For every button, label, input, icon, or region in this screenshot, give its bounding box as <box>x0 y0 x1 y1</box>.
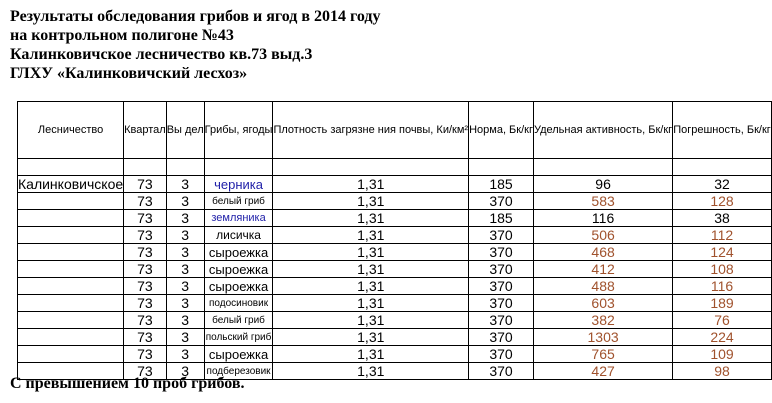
cell-norm: 370 <box>469 193 534 210</box>
cell-forestry <box>18 346 124 363</box>
table-row <box>18 227 772 244</box>
cell-vydel: 3 <box>166 312 204 329</box>
cell-item: подосиновик <box>204 295 273 312</box>
cell-item: подберезовик <box>204 363 273 380</box>
cell-item: сыроежка <box>204 261 273 278</box>
cell-forestry <box>18 295 124 312</box>
cell-kvartal: 73 <box>124 227 167 244</box>
cell-error: 124 <box>673 244 772 261</box>
cell-vydel: 3 <box>166 261 204 278</box>
cell-density: 1,31 <box>273 193 469 210</box>
cell-density: 1,31 <box>273 176 469 193</box>
cell-forestry <box>18 227 124 244</box>
title-line: на контрольном полигоне №43 <box>10 27 234 44</box>
header-activity: Удельная активность, Бк/кг <box>533 102 672 159</box>
cell-vydel: 3 <box>166 244 204 261</box>
table-header-row <box>18 102 772 159</box>
cell-density: 1,31 <box>273 295 469 312</box>
table-row <box>18 329 772 346</box>
table-row <box>18 210 772 227</box>
cell-vydel: 3 <box>166 278 204 295</box>
cell-kvartal: 73 <box>124 312 167 329</box>
cell-norm: 370 <box>469 227 534 244</box>
header-kvartal: Квартал <box>124 102 167 159</box>
cell-norm: 370 <box>469 346 534 363</box>
title-line: Калинковичское лесничество кв.73 выд.3 <box>10 46 313 63</box>
cell-item: лисичка <box>204 227 273 244</box>
cell-error: 76 <box>673 312 772 329</box>
table-spacer-row <box>18 159 772 176</box>
cell-activity: 603 <box>533 295 672 312</box>
document-title <box>10 7 510 83</box>
table-row <box>18 346 772 363</box>
cell-density: 1,31 <box>273 227 469 244</box>
cell-activity: 96 <box>533 176 672 193</box>
table-row <box>18 244 772 261</box>
cell-vydel: 3 <box>166 176 204 193</box>
cell-forestry: Калинковичское <box>18 175 124 192</box>
cell-kvartal: 73 <box>124 176 167 193</box>
cell-vydel: 3 <box>166 363 204 380</box>
cell-density: 1,31 <box>273 329 469 346</box>
table-row <box>18 193 772 210</box>
cell-kvartal: 73 <box>124 244 167 261</box>
cell-item: земляника <box>204 210 273 227</box>
cell-activity: 116 <box>533 210 672 227</box>
cell-density: 1,31 <box>273 363 469 380</box>
header-item: Грибы, ягоды <box>204 102 273 159</box>
cell-density: 1,31 <box>273 210 469 227</box>
cell-item: белый гриб <box>204 193 273 210</box>
cell-error: 98 <box>673 363 772 380</box>
cell-vydel: 3 <box>166 329 204 346</box>
cell-activity: 583 <box>533 193 672 210</box>
cell-forestry <box>18 261 124 278</box>
cell-activity: 412 <box>533 261 672 278</box>
results-table <box>17 101 772 380</box>
cell-density: 1,31 <box>273 261 469 278</box>
title-line: Результаты обследования грибов и ягод в 2014 году <box>10 8 381 25</box>
cell-norm: 185 <box>469 176 534 193</box>
cell-kvartal: 73 <box>124 329 167 346</box>
cell-activity: 506 <box>533 227 672 244</box>
cell-item: белый гриб <box>204 312 273 329</box>
cell-density: 1,31 <box>273 244 469 261</box>
cell-norm: 370 <box>469 363 534 380</box>
header-norm: Норма, Бк/кг <box>469 102 534 159</box>
table-row <box>18 261 772 278</box>
cell-norm: 370 <box>469 278 534 295</box>
cell-activity: 1303 <box>533 329 672 346</box>
cell-item: сыроежка <box>204 278 273 295</box>
cell-error: 116 <box>673 278 772 295</box>
cell-error: 108 <box>673 261 772 278</box>
cell-norm: 185 <box>469 210 534 227</box>
cell-kvartal: 73 <box>124 295 167 312</box>
cell-error: 32 <box>673 176 772 193</box>
cell-activity: 765 <box>533 346 672 363</box>
cell-kvartal: 73 <box>124 193 167 210</box>
title-line: ГЛХУ «Калинковичский лесхоз» <box>10 65 248 82</box>
header-error: Погрешность, Бк/кг <box>673 102 772 159</box>
table-row <box>18 312 772 329</box>
cell-item: сыроежка <box>204 244 273 261</box>
cell-error: 189 <box>673 295 772 312</box>
cell-error: 224 <box>673 329 772 346</box>
cell-vydel: 3 <box>166 295 204 312</box>
cell-norm: 370 <box>469 244 534 261</box>
cell-activity: 427 <box>533 363 672 380</box>
cell-vydel: 3 <box>166 346 204 363</box>
cell-kvartal: 73 <box>124 261 167 278</box>
cell-forestry <box>18 278 124 295</box>
header-forestry: Лесничество <box>18 102 124 159</box>
cell-item: черника <box>204 176 273 193</box>
cell-kvartal: 73 <box>124 278 167 295</box>
cell-vydel: 3 <box>166 193 204 210</box>
cell-activity: 468 <box>533 244 672 261</box>
table-row <box>18 295 772 312</box>
footer-summary: С превышением 10 проб грибов. <box>10 375 245 392</box>
cell-density: 1,31 <box>273 278 469 295</box>
header-vydel: Вы дел <box>166 102 204 159</box>
cell-kvartal: 73 <box>124 210 167 227</box>
cell-error: 112 <box>673 227 772 244</box>
cell-activity: 382 <box>533 312 672 329</box>
table-row <box>18 278 772 295</box>
cell-forestry <box>18 193 124 210</box>
cell-error: 38 <box>673 210 772 227</box>
cell-error: 109 <box>673 346 772 363</box>
cell-norm: 370 <box>469 329 534 346</box>
cell-activity: 488 <box>533 278 672 295</box>
cell-forestry <box>18 329 124 346</box>
table-body <box>18 176 772 380</box>
cell-norm: 370 <box>469 295 534 312</box>
cell-forestry <box>18 312 124 329</box>
cell-item: польский гриб <box>204 329 273 346</box>
cell-vydel: 3 <box>166 227 204 244</box>
cell-vydel: 3 <box>166 210 204 227</box>
cell-item: сыроежка <box>204 346 273 363</box>
cell-kvartal: 73 <box>124 346 167 363</box>
header-density: Плотность загрязне ния почвы, Ки/км² <box>273 102 469 159</box>
cell-density: 1,31 <box>273 346 469 363</box>
cell-kvartal: 73 <box>124 363 167 380</box>
cell-forestry <box>18 244 124 261</box>
cell-forestry <box>18 210 124 227</box>
cell-density: 1,31 <box>273 312 469 329</box>
cell-norm: 370 <box>469 312 534 329</box>
cell-error: 128 <box>673 193 772 210</box>
cell-norm: 370 <box>469 261 534 278</box>
table-row <box>18 176 772 193</box>
